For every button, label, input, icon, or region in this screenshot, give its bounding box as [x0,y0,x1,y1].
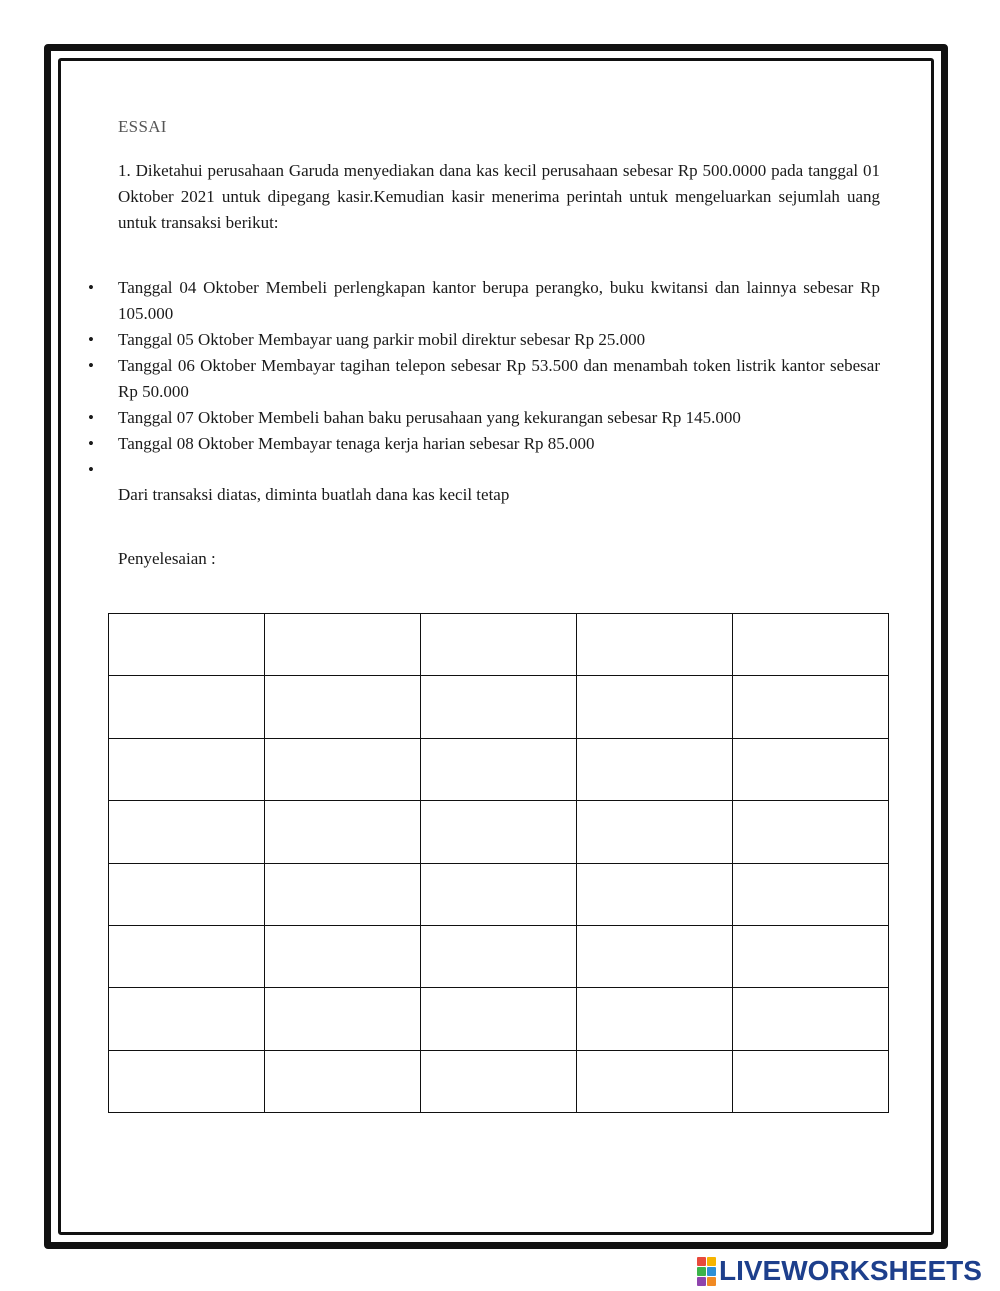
liveworksheets-logo [697,1253,982,1289]
answer-cell[interactable] [265,614,421,676]
instruction-text: Dari transaksi diatas, diminta buatlah dana kas kecil tetap [118,485,510,504]
answer-cell[interactable] [265,738,421,800]
answer-cell[interactable] [109,1050,265,1112]
liveworksheets-icon [697,1257,716,1286]
answer-cell[interactable] [421,738,577,800]
section-heading: ESSAI [118,117,167,136]
solution-label: Penyelesaian : [118,549,216,568]
transaction-item: • Tanggal 07 Oktober Membeli bahan baku perusahaan yang kekurangan sebesar Rp 145.000 [118,405,880,431]
transaction-item: • Tanggal 05 Oktober Membayar uang parkir mobil direktur sebesar Rp 25.000 [118,327,880,353]
transaction-item: • Tanggal 04 Oktober Membeli perlengkapan kantor berupa perangko, buku kwitansi dan lainnya sebesar Rp 105.000 [118,275,880,327]
logo-square [707,1277,716,1286]
answer-table [108,613,889,1113]
answer-cell[interactable] [421,614,577,676]
answer-cell[interactable] [733,1050,889,1112]
brand-name: LIVEWORKSHEETS [719,1255,982,1286]
answer-table-row [109,801,889,863]
answer-cell[interactable] [421,988,577,1050]
answer-cell[interactable] [109,863,265,925]
answer-cell[interactable] [421,863,577,925]
answer-cell[interactable] [109,988,265,1050]
answer-cell[interactable] [265,925,421,987]
answer-table-row [109,676,889,738]
answer-cell[interactable] [577,676,733,738]
answer-cell[interactable] [265,801,421,863]
answer-table-row [109,1050,889,1112]
logo-square [697,1277,706,1286]
answer-cell[interactable] [733,614,889,676]
answer-cell[interactable] [733,738,889,800]
answer-cell[interactable] [733,988,889,1050]
answer-cell[interactable] [109,676,265,738]
answer-cell[interactable] [421,1050,577,1112]
logo-square [707,1257,716,1266]
answer-cell[interactable] [577,1050,733,1112]
answer-cell[interactable] [577,738,733,800]
answer-cell[interactable] [577,988,733,1050]
answer-cell[interactable] [265,1050,421,1112]
answer-cell[interactable] [421,925,577,987]
answer-cell[interactable] [265,988,421,1050]
transaction-item: • Tanggal 06 Oktober Membayar tagihan telepon sebesar Rp 53.500 dan menambah token listrik kantor sebesar Rp 50.000 [118,353,880,405]
answer-table-row [109,925,889,987]
answer-cell[interactable] [109,614,265,676]
answer-cell[interactable] [421,801,577,863]
answer-cell[interactable] [109,801,265,863]
answer-cell[interactable] [733,676,889,738]
answer-cell[interactable] [109,738,265,800]
transaction-item-empty [118,457,880,483]
answer-cell[interactable] [109,925,265,987]
question-text: 1. Diketahui perusahaan Garuda menyediakan dana kas kecil perusahaan sebesar Rp 500.0000 pada tanggal 01 Oktober 2021 untuk dipegang kasir.Kemudian kasir menerima perintah untuk mengeluarkan sejumlah uang untuk transaksi berikut: [118,161,880,232]
logo-square [697,1257,706,1266]
answer-cell[interactable] [577,863,733,925]
answer-cell[interactable] [265,676,421,738]
answer-cell[interactable] [733,863,889,925]
answer-table-row [109,738,889,800]
answer-cell[interactable] [577,801,733,863]
answer-cell[interactable] [733,801,889,863]
answer-cell[interactable] [577,614,733,676]
answer-cell[interactable] [577,925,733,987]
answer-cell[interactable] [421,676,577,738]
answer-table-row [109,614,889,676]
answer-table-row [109,988,889,1050]
logo-square [697,1267,706,1276]
transaction-item: • Tanggal 08 Oktober Membayar tenaga kerja harian sebesar Rp 85.000 [118,431,880,457]
transaction-list [118,275,880,483]
logo-square [707,1267,716,1276]
answer-cell[interactable] [265,863,421,925]
answer-table-row [109,863,889,925]
answer-cell[interactable] [733,925,889,987]
